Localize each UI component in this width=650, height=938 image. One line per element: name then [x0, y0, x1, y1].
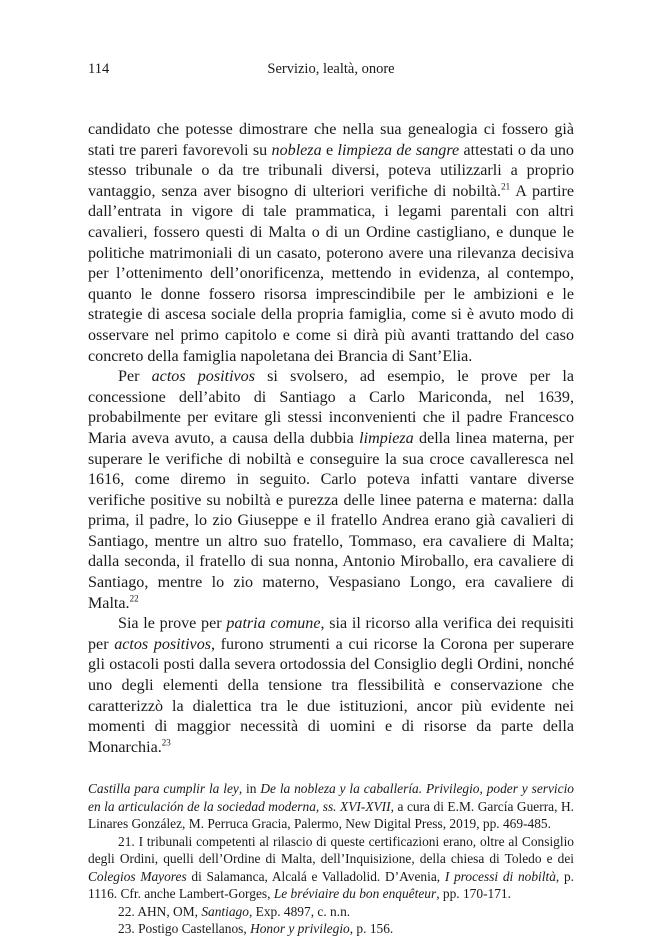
footnote-ref-23[interactable]: 23 — [161, 737, 171, 748]
running-head — [88, 58, 574, 80]
paragraph-2: Per actos positivos si svolsero, ad esempio, le prove per la concessione dell’abito di Santiago a Carlo Mariconda, nel 1639, probabilmente per evitare gli stessi inconvenienti che il padre Francesco Maria aveva avuto, a causa della dubbia limpieza della linea materna, per superare le verifiche di nobiltà e conseguire la sua croce cavalleresca nel 1616, come diremo in seguito. Carlo poteva infatti vantare diverse verifiche positive su nobiltà e purezza delle linee paterna e materna: dalla prima, il padre, lo zio Giuseppe e il fratello Andrea erano già cavalieri di Santiago, mentre un altro suo fratello, Tommaso, era cavaliere di Malta; dalla seconda, il fratello di sua nonna, Antonio Miroballo, era cavaliere di Santiago, mentre lo zio materno, Vespasiano Longo, era cavaliere di Malta.$^{22}$ — [88, 368, 575, 612]
page-number: 114 — [88, 61, 110, 77]
running-title: Servizio, lealtà, onore — [267, 61, 395, 77]
paragraph-1: candidato che potesse dimostrare che nella sua genealogia ci fossero già stati tre pareri favorevoli su nobleza e limpieza de sangre attestati o da uno stesso tribunale o da tre tribunali diversi, poteva utilizzarli a proprio vantaggio, senza aver bisogno di ulteriori verifiche di nobiltà.$^{21}$ A partire dall’entrata in vigore di tale prammatica, i legami parentali con altri cavalieri, fossero questi di Malta o di un Ordine castigliano, e dunque le politiche matrimoniali di un casato, poterono avere una rilevanza decisiva per l’ottenimento dell’onorificenza, mettendo in evidenza, al contempo, quanto le donne fossero risorsa imprescindibile per le ambizioni e le strategie di ascesa sociale della propria famiglia, come si è avuto modo di osservare nel primo capitolo e come si dirà più avanti trattando del caso concreto della famiglia napoletana dei Brancia di Sant’Elia. — [88, 121, 574, 365]
paragraph-3: Sia le prove per patria comune, sia il ricorso alla verifica dei requisiti per actos positivos, furono strumenti a cui ricorse la Corona per superare gli ostacoli posti dalla severa ortodossia del Consiglio degli Ordini, nonché uno degli elementi della tensione tra flessibilità e conservazione che caratterizzò la dialettica tra le due istituzioni, ancor più evidente nei momenti di maggior necessità di uomini e di risorse da parte della Monarchia.$^{23}$ — [88, 615, 575, 756]
footnote-ref-21[interactable]: 21 — [501, 181, 511, 192]
footnote-ref-22[interactable]: 22 — [129, 593, 139, 604]
footnote-22: 22. AHN, OM, Santiago, Exp. 4897, c. n.n. — [118, 903, 351, 919]
footnote-continuation: Castilla para cumplir la ley, in De la nobleza y la caballería. Privilegio, poder y servicio en la articulación de la sociedad moderna, ss. XVI-XVII, a cura di E.M. García Guerra, H. Linares González, M. Perruca Gracia, Palermo, New Digital Press, 2019, pp. 469-485. — [88, 781, 575, 832]
body-text — [88, 120, 574, 758]
footnote-21: 21. I tribunali competenti al rilascio di queste certificazioni erano, oltre al Consiglio degli Ordini, quelli dell’Ordine di Malta, dell’Inquisizione, della chiesa di Toledo e dei Colegios Mayores di Salamanca, Alcalá e Valladolid. D’Avenia, I processi di nobiltà, p. 1116. Cfr. anche Lambert-Gorges, Le bréviaire du bon enquêteur, pp. 170-171. — [88, 833, 575, 902]
footnotes — [88, 780, 574, 938]
footnote-23: 23. Postigo Castellanos, Honor y privilegio, p. 156. — [118, 921, 394, 937]
book-page — [88, 58, 574, 938]
